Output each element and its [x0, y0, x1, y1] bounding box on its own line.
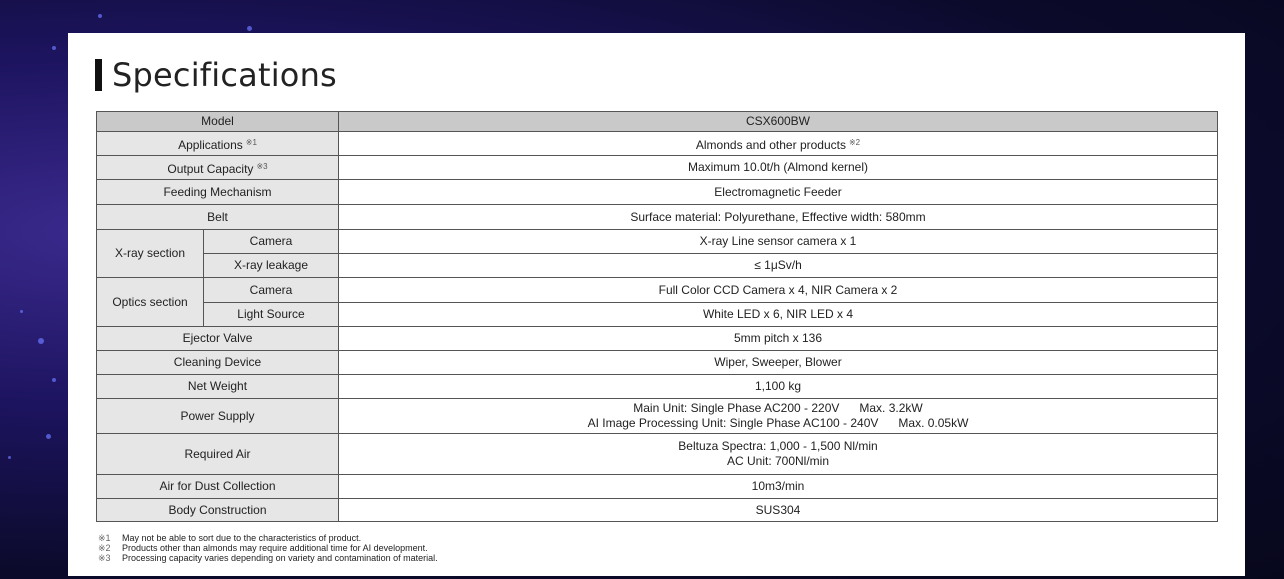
spec-row	[97, 375, 1218, 399]
footnote	[98, 553, 438, 563]
decorative-dot	[52, 378, 56, 382]
spec-value	[339, 112, 1218, 132]
spec-label	[97, 156, 339, 180]
spec-row	[97, 434, 1218, 475]
footnote	[98, 543, 438, 553]
spec-row	[97, 205, 1218, 230]
footnote-marker: ※2	[98, 543, 111, 553]
spec-value: White LED x 6, NIR LED x 4	[339, 303, 1218, 327]
footnote-mark: ※3	[256, 161, 268, 171]
spec-value-text: Wiper, Sweeper, Blower	[714, 355, 842, 369]
spec-row	[97, 303, 1218, 327]
spec-value	[339, 499, 1218, 522]
spec-row	[97, 475, 1218, 499]
spec-label-text: Body Construction	[168, 502, 267, 517]
spec-label-text: Air for Dust Collection	[159, 479, 276, 493]
spec-value	[339, 399, 1218, 434]
spec-value-text: AC Unit: 700Nl/min	[726, 454, 830, 468]
spec-label	[97, 434, 339, 475]
spec-value: ≤ 1μSv/h	[339, 254, 1218, 278]
footnote-text: Processing capacity varies depending on variety and contamination of material.	[122, 553, 438, 563]
spec-row	[97, 278, 1218, 303]
spec-value-text: AI Image Processing Unit: Single Phase AC100 - 240V Max. 0.05kW	[587, 416, 969, 430]
spec-row	[97, 132, 1218, 156]
footnote-text: Products other than almonds may require additional time for AI development.	[122, 543, 428, 553]
spec-value-text: Surface material: Polyurethane, Effective width: 580mm	[630, 209, 926, 224]
footnote-mark: ※2	[848, 137, 861, 147]
spec-sub-label: Light Source	[204, 303, 339, 327]
spec-value-text: Maximum 10.0t/h (Almond kernel)	[687, 160, 869, 174]
spec-sub-label: Camera	[204, 230, 339, 254]
spec-label-text: Cleaning Device	[173, 355, 262, 369]
spec-label-text: Model	[201, 114, 234, 128]
spec-value	[339, 132, 1218, 156]
spec-value: Full Color CCD Camera x 4, NIR Camera x 2	[339, 278, 1218, 303]
spec-row	[97, 112, 1218, 132]
spec-value-text: Main Unit: Single Phase AC200 - 220V Max. 3.2kW	[633, 401, 923, 415]
spec-label	[97, 205, 339, 230]
spec-value	[339, 475, 1218, 499]
spec-value-text: SUS304	[755, 502, 801, 517]
decorative-dot	[46, 434, 51, 439]
spec-sub-label: Camera	[204, 278, 339, 303]
spec-value-text: 5mm pitch x 136	[733, 331, 823, 345]
spec-row	[97, 327, 1218, 351]
spec-value: X-ray Line sensor camera x 1	[339, 230, 1218, 254]
spec-table	[96, 111, 1218, 522]
spec-label-text: Ejector Valve	[182, 331, 253, 345]
spec-value	[339, 351, 1218, 375]
spec-row	[97, 399, 1218, 434]
spec-value	[339, 180, 1218, 205]
footnote-marker: ※3	[98, 553, 111, 563]
decorative-dot	[52, 46, 56, 50]
spec-value-text: Electromagnetic Feeder	[714, 184, 842, 199]
spec-label	[97, 475, 339, 499]
spec-label-text: Required Air	[184, 446, 251, 461]
spec-value-text: 10m3/min	[751, 479, 805, 493]
spec-value	[339, 156, 1218, 180]
spec-label	[97, 112, 339, 132]
footnote-mark: ※1	[245, 137, 257, 147]
spec-value	[339, 205, 1218, 230]
footnotes	[98, 533, 438, 563]
spec-label-text: Applications	[178, 137, 243, 152]
spec-label-text: Net Weight	[187, 379, 248, 393]
spec-value-text: Beltuza Spectra: 1,000 - 1,500 Nl/min	[678, 439, 878, 453]
spec-label	[97, 399, 339, 434]
spec-label-text: Feeding Mechanism	[163, 184, 272, 199]
decorative-dot	[20, 310, 23, 313]
spec-label	[97, 180, 339, 205]
spec-sub-label: X-ray leakage	[204, 254, 339, 278]
spec-label	[97, 375, 339, 399]
footnote-marker: ※1	[98, 533, 111, 543]
spec-label-text: Belt	[207, 209, 228, 224]
decorative-dot	[247, 26, 252, 31]
spec-value	[339, 434, 1218, 475]
spec-row	[97, 351, 1218, 375]
spec-row	[97, 156, 1218, 180]
spec-label	[97, 132, 339, 156]
spec-panel	[68, 33, 1245, 576]
title-text: Specifications	[112, 56, 337, 94]
spec-label	[97, 351, 339, 375]
spec-label	[97, 327, 339, 351]
footnote-text: May not be able to sort due to the characteristics of product.	[122, 533, 362, 543]
spec-row	[97, 499, 1218, 522]
spec-row	[97, 254, 1218, 278]
title-accent-bar	[95, 59, 102, 91]
spec-group-label: Optics section	[97, 278, 204, 327]
spec-value-text: CSX600BW	[745, 114, 811, 128]
spec-group-label: X-ray section	[97, 230, 204, 278]
spec-label-text: Power Supply	[180, 408, 255, 423]
decorative-dot	[98, 14, 102, 18]
spec-value	[339, 327, 1218, 351]
page-title	[95, 55, 337, 95]
spec-label-text: Output Capacity	[167, 161, 254, 176]
spec-label	[97, 499, 339, 522]
footnote	[98, 533, 438, 543]
spec-value	[339, 375, 1218, 399]
decorative-dot	[8, 456, 11, 459]
spec-row	[97, 180, 1218, 205]
decorative-dot	[38, 338, 44, 344]
spec-row	[97, 230, 1218, 254]
spec-value-text: 1,100 kg	[754, 379, 802, 393]
spec-value-text: Almonds and other products	[695, 137, 846, 152]
